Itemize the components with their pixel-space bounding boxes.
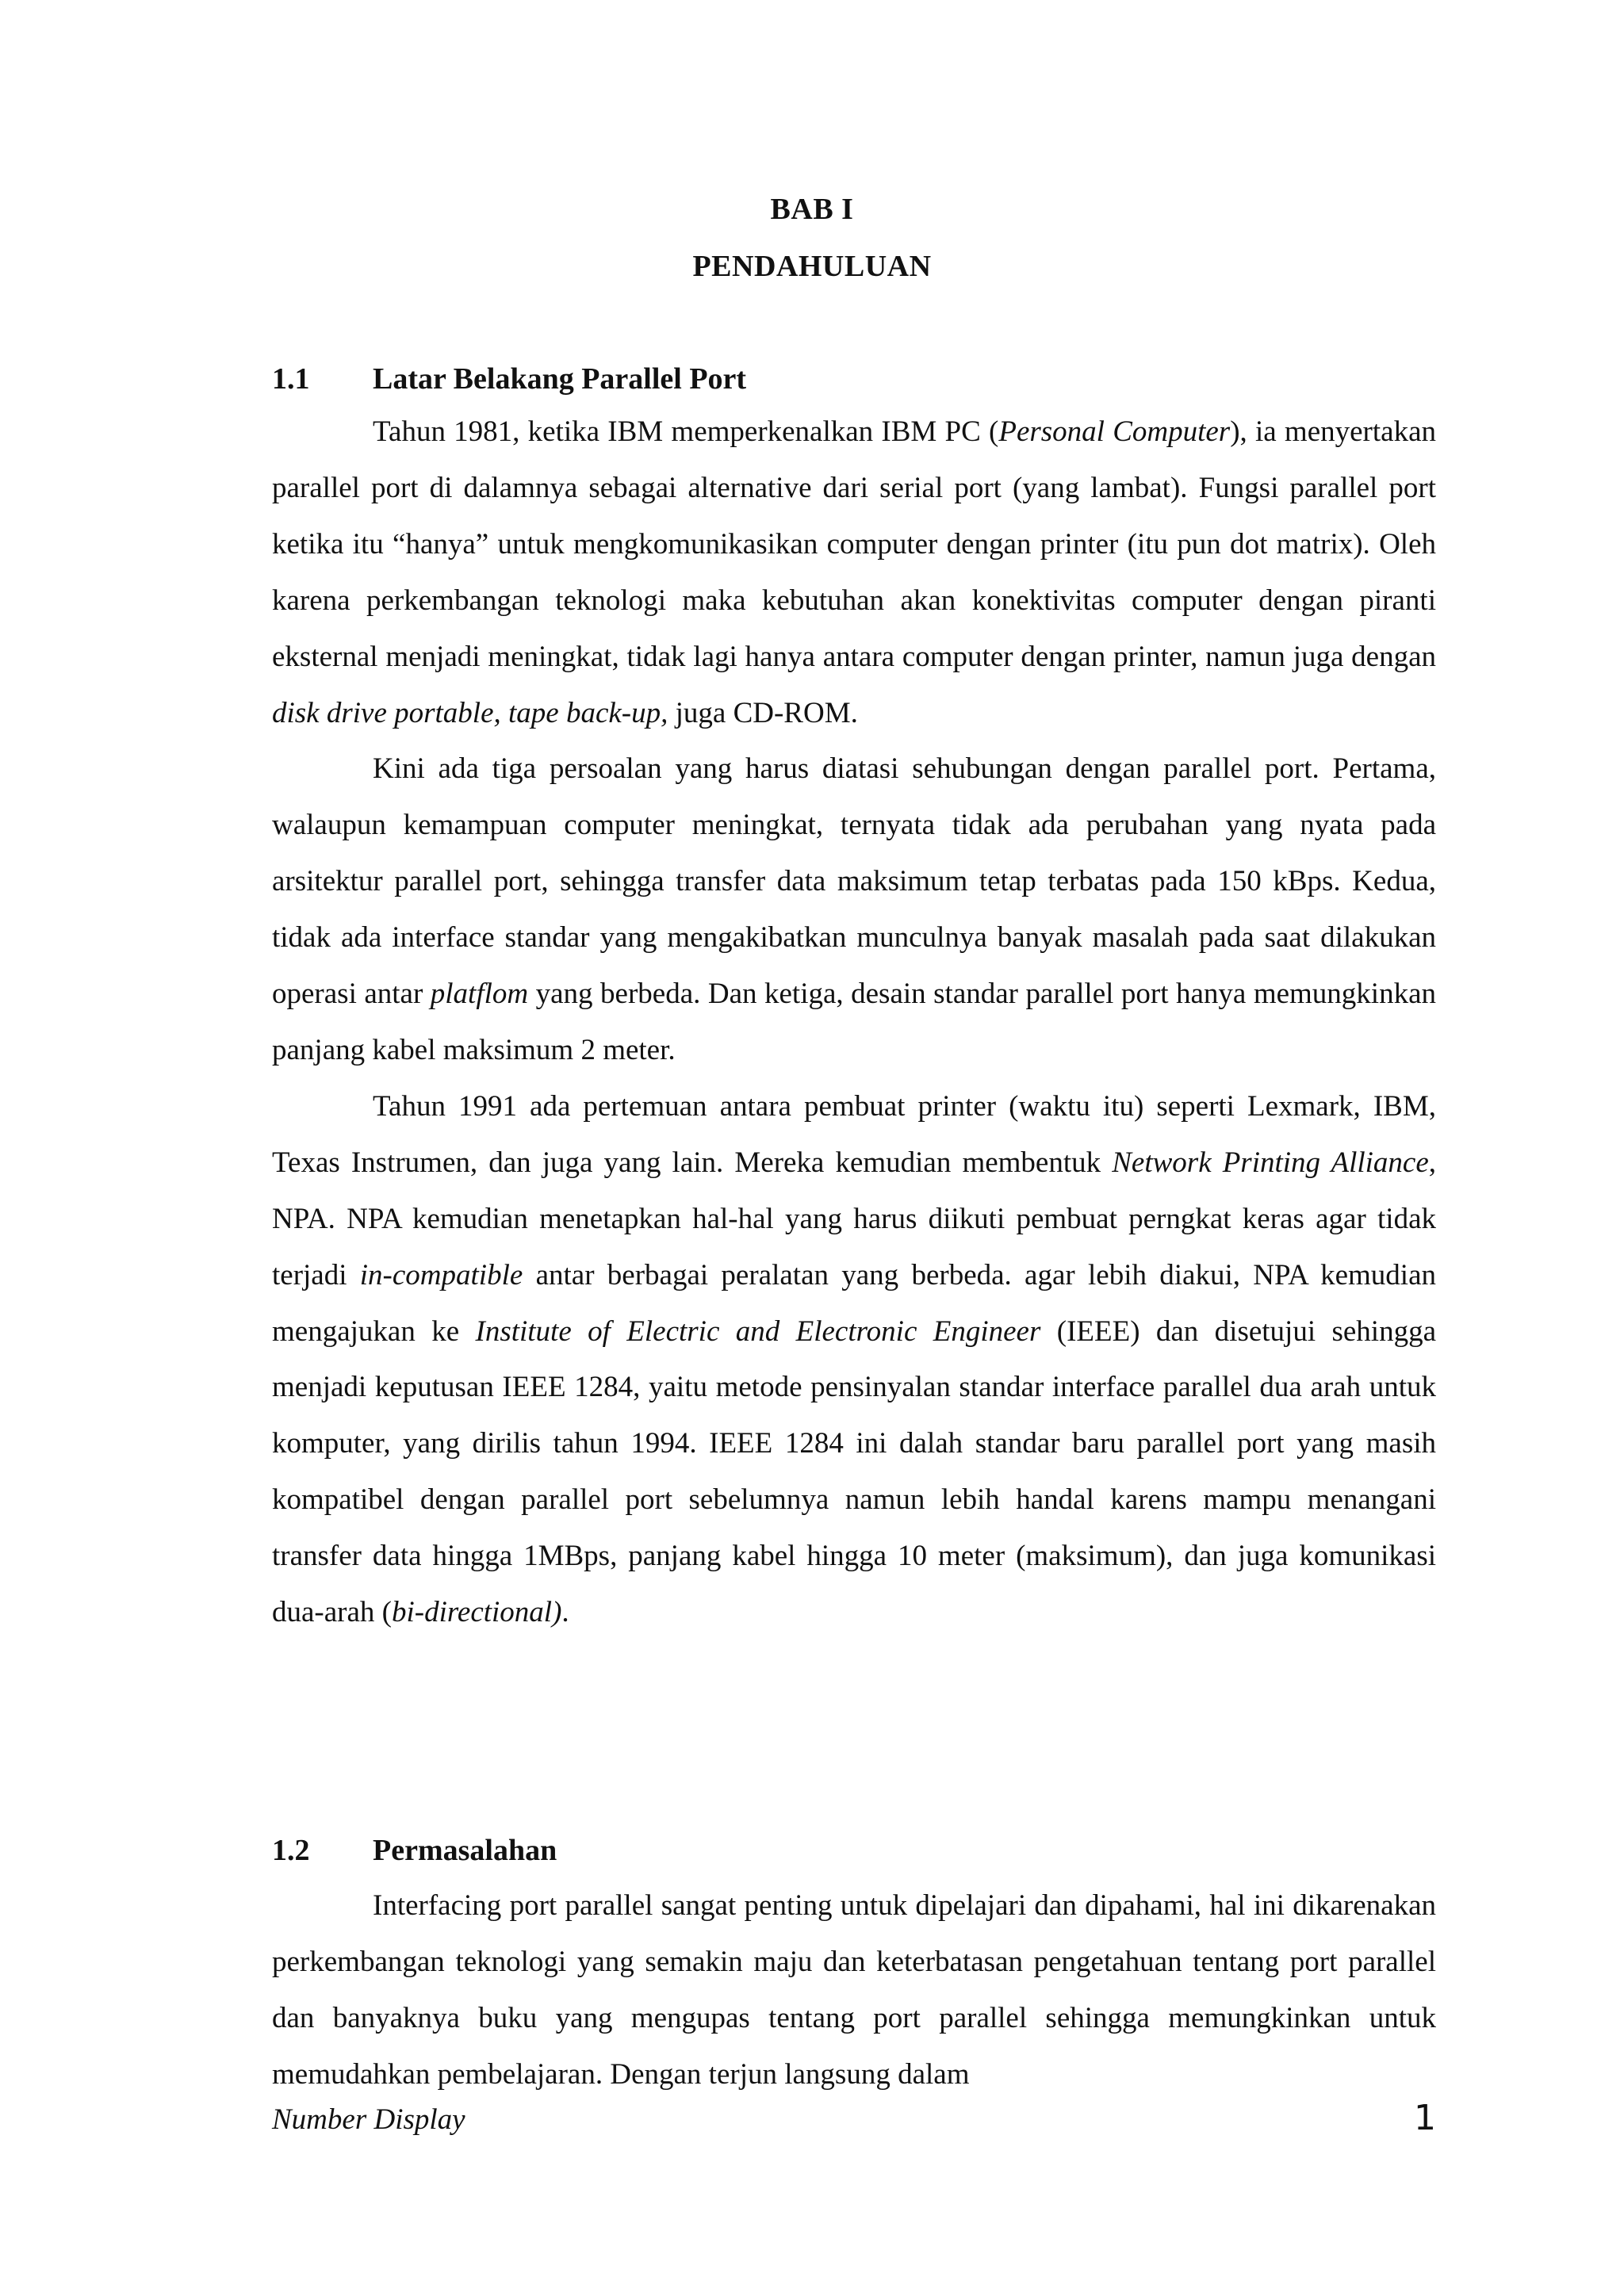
text-run: yang berbeda. Dan ketiga, desain standar parallel port hanya memungkinkan panjang kabel maksimum 2 meter. [272, 978, 1437, 1066]
section-title: Latar Belakang Parallel Port [373, 362, 747, 396]
section-body-1-1 [272, 404, 1436, 1641]
text-run: antar berbagai peralatan yang berbeda. agar lebih diakui, NPA kemudian mengajukan ke [272, 1258, 1436, 1348]
italic-text: platflom [430, 978, 529, 1011]
footer-title: Number Display [272, 2103, 465, 2136]
text-run: Interfacing port parallel sangat penting untuk dipelajari dan dipahami, hal ini dikarenakan perkembangan teknologi yang semakin maju dan keterbatasan pengetahuan tentang port parallel dan banyaknya buku yang mengupas tentang port parallel sehingga memungkinkan untuk memudahkan pembelajaran. Dengan terjun langsung dalam [272, 1889, 1436, 2091]
chapter-title: PENDAHULUAN [692, 250, 932, 283]
section-heading-1-1 [272, 362, 746, 396]
italic-text: Network Printing Alliance [1112, 1146, 1429, 1179]
chapter-label: BAB I [770, 193, 854, 226]
text-run: Tahun 1991 ada pertemuan antara pembuat printer (waktu itu) seperti Lexmark, IBM, Texas Instrumen, dan juga yang lain. Mereka kemudian membentuk [272, 1089, 1436, 1179]
section-title: Permasalahan [373, 1834, 557, 1867]
page-number: 1 [1414, 2098, 1436, 2138]
text-run: juga CD-ROM. [668, 696, 858, 729]
paragraph [272, 404, 1436, 741]
italic-text: in-compatible [359, 1258, 523, 1292]
paragraph [272, 1079, 1436, 1641]
italic-text: bi-directional) [391, 1596, 562, 1629]
section-body-1-2 [272, 1878, 1436, 2103]
italic-text: Personal Computer [998, 415, 1231, 448]
paragraph [272, 1878, 1436, 2103]
text-run: ), ia menyertakan parallel port di dalamnya sebagai alternative dari serial port (yang lambat). Fungsi parallel port ketika itu “hanya” untuk mengkomunikasikan computer dengan printer (itu pun dot matrix). Oleh karena perkembangan teknologi maka kebutuhan akan konektivitas computer dengan piranti eksternal menjadi meningkat, tidak lagi hanya antara computer dengan printer, namun juga dengan [272, 415, 1437, 673]
text-run: Tahun 1981, ketika IBM memperkenalkan IBM PC ( [373, 415, 999, 448]
paragraph [272, 741, 1436, 1078]
text-run: , NPA. NPA kemudian menetapkan hal-hal yang harus diikuti pembuat perngkat keras agar tidak terjadi [272, 1146, 1437, 1292]
italic-text: Institute of Electric and Electronic Engineer [475, 1314, 1041, 1348]
text-run: Kini ada tiga persoalan yang harus diatasi sehubungan dengan parallel port. Pertama, walaupun kemampuan computer meningkat, ternyata tidak ada perubahan yang nyata pada arsitektur parallel port, sehingga transfer data maksimum tetap terbatas pada 150 kBps. Kedua, tidak ada interface standar yang mengakibatkan munculnya banyak masalah pada saat dilakukan operasi antar [272, 752, 1436, 1011]
text-run: (IEEE) dan disetujui sehingga menjadi keputusan IEEE 1284, yaitu metode pensinyalan standar interface parallel dua arah untuk komputer, yang dirilis tahun 1994. IEEE 1284 ini dalah standar baru parallel port yang masih kompatibel dengan parallel port sebelumnya namun lebih handal karens mampu menangani transfer data hingga 1MBps, panjang kabel hingga 10 meter (maksimum), dan juga komunikasi dua-arah ( [272, 1314, 1437, 1629]
section-number: 1.1 [272, 362, 310, 396]
section-number: 1.2 [272, 1834, 310, 1867]
italic-text: disk drive portable, tape back-up, [272, 696, 668, 729]
text-run: . [561, 1596, 569, 1629]
section-heading-1-2 [272, 1833, 557, 1868]
